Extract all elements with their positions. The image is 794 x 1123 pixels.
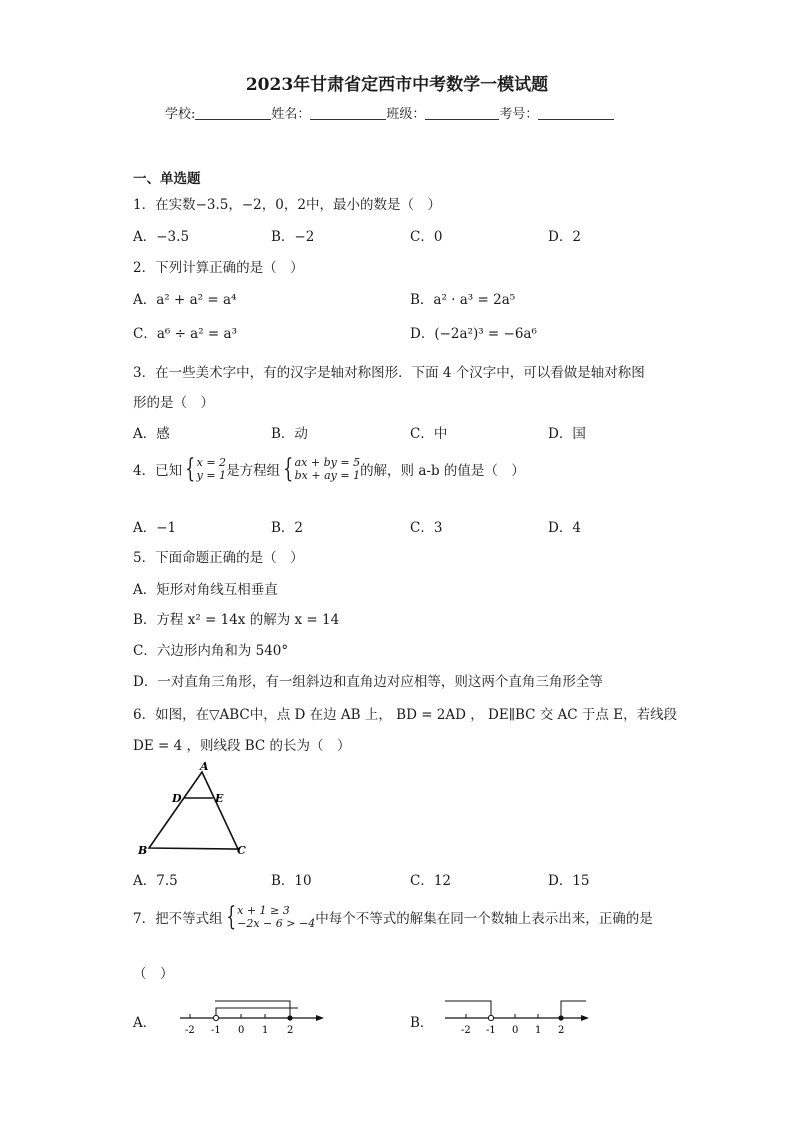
q6-stem-line2: DE = 4 ，则线段 BC 的长为（ ） (133, 738, 351, 754)
point-e-label: E (215, 792, 224, 805)
q4-suffix: 的解，则 a-b 的值是（ ） (360, 463, 525, 479)
tick-label: 0 (512, 1025, 519, 1036)
q1-option-d: D．2 (548, 229, 581, 245)
q4-brace-2: { (283, 454, 294, 484)
q5-option-a: A．矩形对角线互相垂直 (133, 582, 278, 598)
q3-option-b: B．动 (271, 426, 308, 442)
q7-paren: （ ） (133, 966, 174, 982)
q5-option-d: D．一对直角三角形，有一组斜边和直角边对应相等，则这两个直角三角形全等 (133, 674, 603, 690)
school-blank (195, 106, 271, 120)
name-blank (310, 106, 386, 120)
tick-label: 2 (287, 1025, 294, 1036)
class-label: 班级： (386, 107, 426, 122)
q5-option-b: B．方程 x² = 14x 的解为 x = 14 (133, 612, 340, 628)
vertex-a-label: A (200, 760, 209, 773)
tick-label: 0 (238, 1025, 245, 1036)
q3-stem-line1: 3．在一些美术字中，有的汉字是轴对称图形．下面 4 个汉字中，可以看做是轴对称图 (133, 365, 645, 381)
q3-stem-line2: 形的是（ ） (133, 395, 214, 411)
tick-label: -1 (486, 1025, 496, 1036)
q4-middle: 是方程组 (226, 463, 281, 479)
vertex-c-label: C (237, 844, 246, 857)
solution-ray-right (561, 1001, 586, 1018)
exam-no-blank (538, 106, 614, 120)
q6-option-c: C．12 (410, 873, 452, 889)
q4-system-1 (197, 456, 226, 482)
open-circle (213, 1015, 218, 1020)
q7-suffix: 中每个不等式的解集在同一个数轴上表示出来，正确的是 (315, 911, 653, 927)
q7-sys-bottom: −2x − 6 > −4 (237, 917, 316, 930)
q4-option-c: C．3 (410, 520, 443, 536)
q6-option-d: D．15 (548, 873, 590, 889)
q1-stem: 1．在实数−3.5，−2，0，2中，最小的数是（ ） (133, 197, 441, 213)
q3-option-d: D．国 (548, 426, 586, 442)
open-circle (488, 1015, 493, 1020)
axis-arrow (316, 1015, 324, 1021)
q7-option-a: A． (133, 1015, 157, 1031)
filled-circle (287, 1015, 292, 1020)
page-title: 2023年甘肃省定西市中考数学一模试题 (245, 75, 549, 95)
section-title: 一、单选题 (133, 171, 201, 187)
tick-label: -1 (211, 1025, 221, 1036)
exam-no-label: 考号： (499, 107, 539, 122)
q7-brace: { (225, 902, 236, 932)
q7-sys-top: x + 1 ≥ 3 (237, 904, 290, 917)
vertex-b-label: B (138, 844, 148, 857)
q4-option-a: A．−1 (133, 520, 177, 536)
tick-label: 2 (558, 1025, 565, 1036)
class-blank (425, 106, 499, 120)
solution-ray-left (216, 1008, 298, 1018)
triangle-abc (149, 772, 238, 849)
q7-option-a-number-line (175, 996, 325, 1038)
q7-prefix: 7．把不等式组 (133, 911, 223, 927)
q7-option-b: B． (410, 1015, 434, 1031)
q6-stem-line1: 6．如图，在▽ABC中，点 D 在边 AB 上， BD = 2AD ， DE∥BC 交 AC 于点 E，若线段 (133, 707, 678, 723)
q1-option-b: B．−2 (271, 229, 315, 245)
axis-arrow (581, 1015, 589, 1021)
q2-stem: 2．下列计算正确的是（ ） (133, 260, 304, 276)
tick-label: -2 (185, 1025, 195, 1036)
q7-option-b-number-line (440, 996, 590, 1038)
tick-label: -2 (461, 1025, 471, 1036)
q4-sys1-top: x = 2 (196, 456, 227, 469)
q6-option-b: B．10 (271, 873, 312, 889)
tick-label: 1 (535, 1025, 542, 1036)
school-label: 学校: (165, 107, 196, 122)
q7-stem (133, 904, 653, 930)
q5-stem: 5．下面命题正确的是（ ） (133, 550, 304, 566)
q4-prefix: 4．已知 (133, 463, 183, 479)
q7-system (237, 904, 315, 930)
q4-sys2-top: ax + by = 5 (294, 456, 361, 469)
point-d-label: D (172, 792, 182, 805)
tick-label: 1 (262, 1025, 269, 1036)
q6-option-a: A．7.5 (133, 873, 178, 889)
q3-option-a: A．感 (133, 426, 170, 442)
name-label: 姓名： (271, 107, 311, 122)
filled-circle (558, 1015, 563, 1020)
q5-option-c: C．六边形内角和为 540° (133, 643, 289, 659)
q1-option-c: C．0 (410, 229, 443, 245)
q3-option-c: C．中 (410, 426, 448, 442)
q4-brace-1: { (185, 454, 196, 484)
q4-sys1-bottom: y = 1 (196, 469, 227, 482)
q4-option-b: B．2 (271, 520, 304, 536)
q4-option-d: D．4 (548, 520, 581, 536)
q2-option-d: D．(−2a²)³ = −6a⁶ (410, 326, 537, 342)
q2-option-c: C．a⁶ ÷ a² = a³ (133, 326, 237, 342)
q6-triangle-figure (130, 758, 260, 862)
solution-ray-right (215, 1001, 290, 1018)
q1-option-a: A．−3.5 (133, 229, 190, 245)
q4-system-2 (295, 456, 360, 482)
q2-option-a: A．a² + a² = a⁴ (133, 292, 237, 308)
q2-option-b: B．a² · a³ = 2a⁵ (410, 292, 516, 308)
student-info-line (165, 103, 614, 122)
solution-ray-left (445, 1001, 491, 1018)
q4-sys2-bottom: bx + ay = 1 (294, 469, 361, 482)
q4-stem (133, 456, 525, 482)
